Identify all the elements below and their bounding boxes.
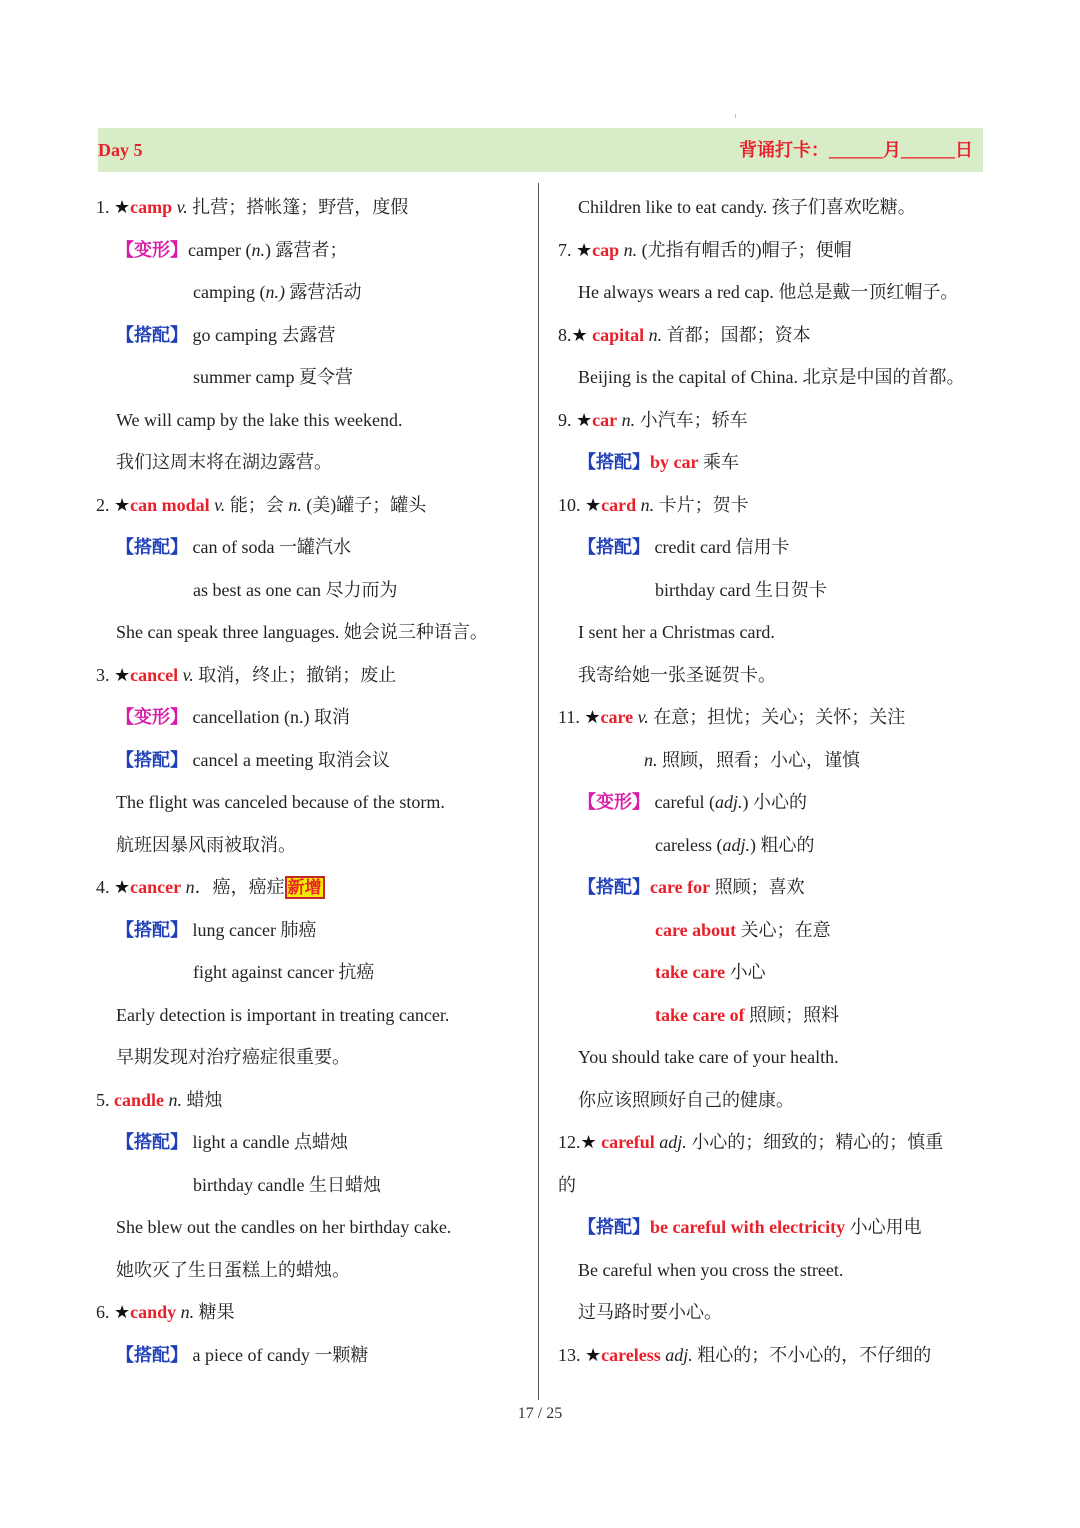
entry-candle: 5. candle n. 蜡烛 bbox=[96, 1089, 223, 1110]
example-zh: 她吹灭了生日蛋糕上的蜡烛。 bbox=[116, 1259, 350, 1280]
day-header-bar bbox=[98, 128, 983, 172]
inflection-line: camping (n.) 露营活动 bbox=[193, 282, 362, 302]
example-zh: 你应该照顾好自己的健康。 bbox=[578, 1089, 794, 1110]
example-en: He always wears a red cap. 他总是戴一顶红帽子。 bbox=[578, 282, 959, 302]
example-en: We will camp by the lake this weekend. bbox=[116, 409, 403, 430]
collocation-line: summer camp 夏令营 bbox=[193, 367, 353, 387]
left-column bbox=[96, 186, 526, 1376]
page-number: 17 / 25 bbox=[517, 1405, 563, 1422]
example-zh: 我们这周末将在湖边露营。 bbox=[116, 452, 332, 472]
example-en: Beijing is the capital of China. 北京是中国的首都。 bbox=[578, 367, 965, 387]
definition-continuation: 的 bbox=[558, 1174, 576, 1195]
new-badge: 新增 bbox=[285, 876, 325, 899]
collocation-line: 【搭配】 light a candle 点蜡烛 bbox=[116, 1132, 348, 1152]
entry-care: 11. ★care v. 在意；担忧；关心；关怀；关注 bbox=[558, 707, 906, 727]
entry-candy: 6. ★candy n. 糖果 bbox=[96, 1302, 235, 1322]
entry-car: 9. ★car n. 小汽车；轿车 bbox=[558, 409, 748, 430]
example-en: You should take care of your health. bbox=[578, 1047, 839, 1067]
inflection-line: 【变形】 careful (adj.) 小心的 bbox=[578, 792, 807, 812]
collocation-line: 【搭配】 can of soda 一罐汽水 bbox=[116, 537, 351, 557]
entry-card: 10. ★card n. 卡片；贺卡 bbox=[558, 494, 749, 515]
column-divider bbox=[538, 183, 539, 1400]
entry-capital: 8.★ capital n. 首都；国都；资本 bbox=[558, 324, 811, 345]
example-zh: 过马路时要小心。 bbox=[578, 1302, 722, 1322]
example-en: She blew out the candles on her birthday cake. bbox=[116, 1217, 452, 1237]
inflection-line: careless (adj.) 粗心的 bbox=[655, 834, 815, 855]
example-zh: 航班因暴风雨被取消。 bbox=[116, 834, 296, 855]
entry-cancer: 4. ★cancer n．癌，癌症 新增 bbox=[96, 866, 526, 909]
collocation-line: as best as one can 尽力而为 bbox=[193, 579, 398, 600]
inflection-line: 【变形】camper (n.) 露营者； bbox=[116, 239, 348, 260]
collocation-line: 【搭配】care for 照顾；喜欢 bbox=[578, 877, 805, 897]
entry-careful: 12.★ careful adj. 小心的；细致的；精心的；慎重 bbox=[558, 1132, 944, 1152]
example-zh: 我寄给她一张圣诞贺卡。 bbox=[578, 664, 776, 685]
entry-camp: 1. ★camp v. 扎营；搭帐篷；野营，度假 bbox=[96, 197, 409, 217]
collocation-line: take care of 照顾；照料 bbox=[655, 1004, 840, 1025]
collocation-line: 【搭配】 cancel a meeting 取消会议 bbox=[116, 749, 390, 770]
entry-cancel: 3. ★cancel v. 取消，终止；撤销；废止 bbox=[96, 664, 397, 685]
example-en: I sent her a Christmas card. bbox=[578, 622, 775, 642]
example-zh: 早期发现对治疗癌症很重要。 bbox=[116, 1047, 350, 1067]
collocation-line: 【搭配】by car 乘车 bbox=[578, 452, 739, 472]
entry-careless: 13. ★careless adj. 粗心的；不小心的，不仔细的 bbox=[558, 1344, 932, 1365]
collocation-line: 【搭配】 go camping 去露营 bbox=[116, 324, 336, 345]
collocation-line: birthday candle 生日蜡烛 bbox=[193, 1174, 381, 1195]
collocation-line: fight against cancer 抗癌 bbox=[193, 962, 375, 982]
collocation-line: take care 小心 bbox=[655, 962, 766, 982]
collocation-line: 【搭配】 a piece of candy 一颗糖 bbox=[116, 1344, 369, 1365]
collocation-line: 【搭配】 lung cancer 肺癌 bbox=[116, 919, 317, 940]
scan-mark bbox=[735, 114, 736, 118]
collocation-line: 【搭配】be careful with electricity 小心用电 bbox=[578, 1217, 922, 1237]
day-title: Day 5 bbox=[98, 140, 143, 160]
checkin-label: 背诵打卡：______月______日 bbox=[739, 140, 973, 160]
example-en: Early detection is important in treating cancer. bbox=[116, 1004, 450, 1025]
right-column bbox=[558, 186, 988, 1376]
collocation-line: care about 关心；在意 bbox=[655, 919, 831, 940]
entry-can: 2. ★can modal v. 能；会 n. (美)罐子；罐头 bbox=[96, 494, 427, 515]
definition-line: n. 照顾，照看；小心，谨慎 bbox=[644, 749, 860, 770]
collocation-line: 【搭配】 credit card 信用卡 bbox=[578, 537, 790, 557]
example-en: She can speak three languages. 她会说三种语言。 bbox=[116, 622, 488, 642]
entry-cap: 7. ★cap n. (尤指有帽舌的)帽子；便帽 bbox=[558, 239, 852, 260]
collocation-line: birthday card 生日贺卡 bbox=[655, 579, 827, 600]
inflection-line: 【变形】 cancellation (n.) 取消 bbox=[116, 707, 350, 727]
example-en: Children like to eat candy. 孩子们喜欢吃糖。 bbox=[578, 197, 916, 217]
example-en: Be careful when you cross the street. bbox=[578, 1259, 844, 1280]
example-en: The flight was canceled because of the storm. bbox=[116, 792, 445, 812]
